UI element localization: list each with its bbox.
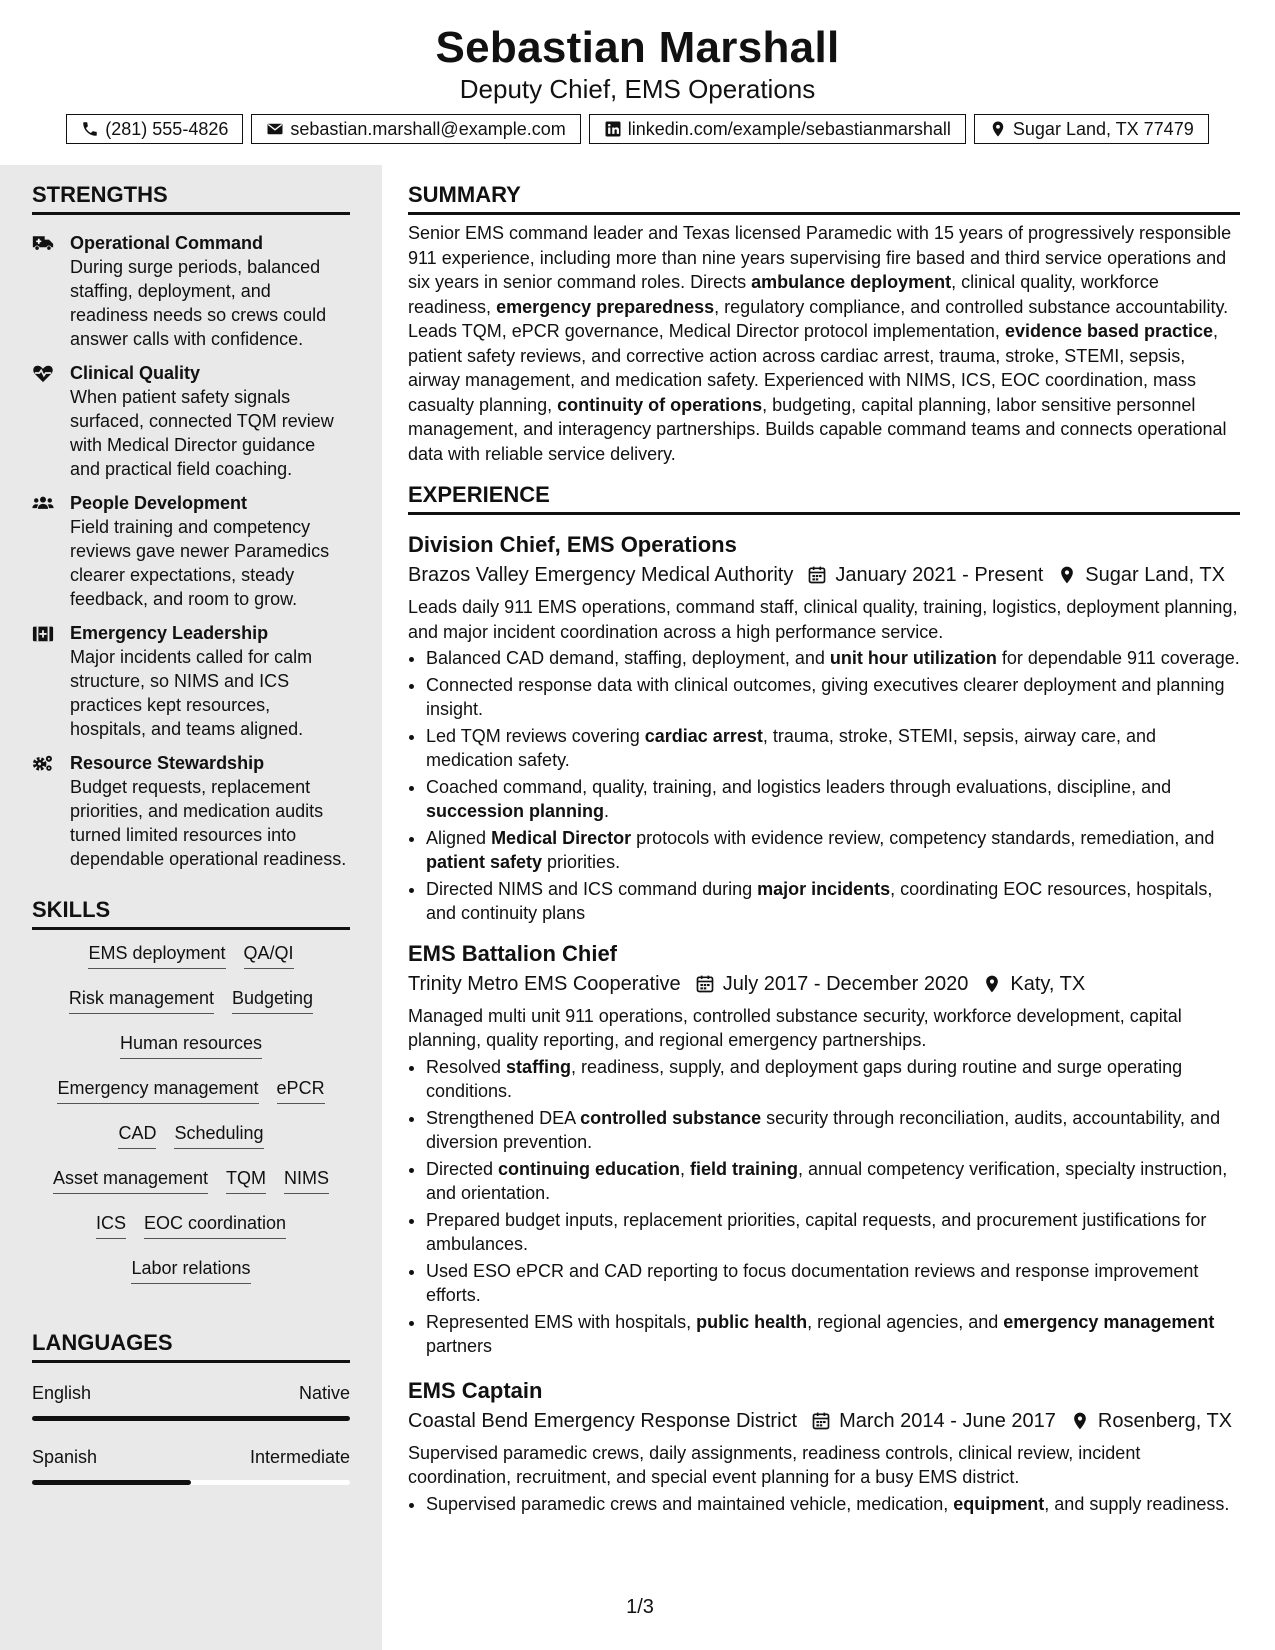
text-run: , regulatory compliance, and controlled substance accountability. Leads TQM, ePCR governance, Medical Director protocol implementation, — [408, 296, 1229, 341]
bold-text: ambulance deployment — [751, 272, 952, 292]
text-run: , trauma, stroke, STEMI, sepsis, airway care, and medication safety. — [426, 725, 1156, 770]
location-text: Sugar Land, TX 77479 — [1012, 118, 1194, 139]
medkit-icon — [32, 623, 54, 643]
text-run: , — [680, 1158, 691, 1179]
bold-text: equipment — [953, 1493, 1045, 1514]
bold-text: patient safety — [426, 852, 543, 872]
language-item — [32, 1447, 350, 1485]
skill-tag: EMS deployment — [88, 942, 225, 969]
bullet-item — [426, 1106, 1240, 1155]
bold-text: continuing education — [498, 1158, 681, 1179]
skills-row — [32, 1212, 350, 1257]
skills-heading: SKILLS — [32, 897, 350, 930]
job-location: Rosenberg, TX — [1097, 1409, 1233, 1432]
skills-row — [32, 1167, 350, 1212]
skill-tag: NIMS — [284, 1167, 329, 1194]
language-level: Intermediate — [249, 1447, 350, 1467]
job-description: Supervised paramedic crews, daily assignments, readiness controls, clinical review, incident coordination, recruitment, and special event planning for a busy EMS district. — [408, 1442, 1141, 1487]
contact-bar — [0, 114, 1275, 144]
strength-title: Resource Stewardship — [70, 753, 265, 773]
page-number: 1/3 — [626, 1596, 654, 1618]
skill-tag: Human resources — [120, 1032, 262, 1059]
map-pin-icon — [989, 120, 1007, 138]
skills-row — [32, 942, 350, 987]
job-dates: March 2014 - June 2017 — [839, 1409, 1056, 1432]
bold-text: cardiac arrest — [644, 725, 763, 746]
bullet-item — [426, 1055, 1240, 1104]
text-run: protocols with evidence review, competency standards, remediation, and — [631, 827, 1215, 848]
contact-email[interactable] — [251, 114, 580, 144]
contact-phone[interactable] — [66, 114, 243, 144]
bullet-item — [426, 1157, 1240, 1206]
bullet-item — [426, 877, 1240, 926]
text-run: , readiness, supply, and deployment gaps during routine and surge operating conditions. — [426, 1056, 1183, 1101]
text-run: . — [604, 801, 610, 821]
job-bullets — [408, 1492, 1240, 1517]
job-org: Coastal Bend Emergency Response District — [408, 1409, 798, 1432]
text-run: Directed NIMS and ICS command during — [426, 878, 758, 899]
text-run: , regional agencies, and — [807, 1311, 1004, 1332]
contact-linkedin[interactable] — [589, 114, 966, 144]
ambulance-icon — [32, 233, 54, 253]
job-title: Division Chief, EMS Operations — [408, 532, 737, 557]
phone-text: (281) 555-4826 — [105, 118, 229, 139]
bullet-item — [426, 724, 1240, 773]
map-pin-icon — [1070, 1411, 1090, 1431]
language-name: English — [32, 1383, 92, 1403]
text-run: Aligned — [426, 827, 492, 848]
text-run: security through reconciliation, audits, accountability, and diversion prevention. — [426, 1107, 1221, 1152]
skills-row — [32, 987, 350, 1032]
language-proficiency-bar — [32, 1416, 350, 1421]
calendar-icon — [811, 1411, 831, 1431]
strengths-heading: STRENGTHS — [32, 182, 350, 215]
summary-text — [408, 221, 1240, 466]
strength-title: Clinical Quality — [70, 363, 201, 383]
job-bullets — [408, 646, 1240, 926]
job-entry — [408, 940, 1240, 1359]
job-description: Managed multi unit 911 operations, controlled substance security, workforce development, capital planning, quality reporting, and regional emergency partnerships. — [408, 1005, 1182, 1050]
job-location: Sugar Land, TX — [1085, 564, 1225, 586]
skill-tag: CAD — [118, 1122, 156, 1149]
strength-item — [32, 361, 350, 481]
job-meta — [408, 1407, 1240, 1435]
strength-title: People Development — [70, 493, 248, 513]
text-run: Balanced CAD demand, staffing, deployment, and — [426, 648, 830, 668]
text-run: Led TQM reviews covering — [426, 725, 645, 746]
language-proficiency-bar — [32, 1480, 350, 1485]
contact-location — [974, 114, 1209, 144]
main-column — [408, 165, 1240, 1516]
skill-tag: TQM — [226, 1167, 266, 1194]
bullet-item — [426, 1208, 1240, 1257]
skills-row — [32, 1122, 350, 1167]
bold-text: public health — [696, 1311, 808, 1332]
skill-tag: QA/QI — [244, 942, 294, 969]
cogs-icon — [32, 753, 54, 773]
skill-tag: Risk management — [69, 987, 214, 1014]
text-run: Connected response data with clinical outcomes, giving executives clearer deployment and planning insight. — [426, 674, 1225, 719]
job-entry — [408, 531, 1240, 926]
text-run: , annual competency verification, specialty instruction, and orientation. — [426, 1158, 1228, 1203]
skill-tag: ePCR — [277, 1077, 325, 1104]
bold-text: controlled substance — [580, 1107, 762, 1128]
skill-tag: EOC coordination — [144, 1212, 286, 1239]
strength-desc: During surge periods, balanced staffing, deployment, and readiness needs so crews could answer calls with confidence. — [70, 257, 327, 349]
strength-item — [32, 621, 350, 741]
text-run: , budgeting, capital planning, labor sensitive personnel management, and interagency partnerships. Builds capable command teams and connects operational data with reliable service delivery. — [408, 394, 1227, 464]
calendar-icon — [807, 565, 827, 585]
strength-title: Operational Command — [70, 233, 264, 253]
bullet-item — [426, 673, 1240, 722]
skills-list — [32, 930, 350, 1302]
text-run: Coached command, quality, training, and logistics leaders through evaluations, discipline, and — [426, 776, 1172, 797]
skill-tag: Scheduling — [174, 1122, 263, 1149]
text-run: Senior EMS command leader and Texas licensed Paramedic with 15 years of progressively responsible 911 experience, including more than nine years supervising fire based and third service operations and six years in senior command roles. Directs — [408, 223, 1232, 292]
job-location: Katy, TX — [1010, 972, 1086, 995]
text-run: , coordinating EOC resources, hospitals, and continuity plans — [426, 878, 1213, 923]
skill-tag: Asset management — [53, 1167, 208, 1194]
text-run: Used ESO ePCR and CAD reporting to focus documentation reviews and response improvement efforts. — [426, 1260, 1199, 1305]
job-meta — [408, 561, 1240, 589]
phone-icon — [81, 120, 99, 138]
bullet-item — [426, 775, 1240, 824]
bullet-item — [426, 646, 1240, 671]
text-run: , and supply readiness. — [1044, 1493, 1230, 1514]
text-run: Strengthened DEA — [426, 1107, 581, 1128]
text-run: Prepared budget inputs, replacement priorities, capital requests, and procurement justifications for ambulances. — [426, 1209, 1207, 1254]
resume-header — [0, 0, 1275, 144]
language-name: Spanish — [32, 1447, 98, 1467]
bold-text: staffing — [506, 1056, 572, 1077]
bold-text: Medical Director — [491, 827, 632, 848]
text-run: , clinical quality, workforce readiness, — [408, 272, 1159, 317]
skill-tag: Emergency management — [57, 1077, 258, 1104]
linkedin-icon — [604, 120, 622, 138]
strength-item — [32, 491, 350, 611]
bullet-item — [426, 1259, 1240, 1308]
skills-row — [32, 1077, 350, 1122]
bold-text: field training — [690, 1158, 799, 1179]
email-text: sebastian.marshall@example.com — [290, 118, 566, 139]
candidate-name: Sebastian Marshall — [435, 23, 840, 72]
bold-text: evidence based practice — [1004, 321, 1214, 341]
map-pin-icon — [982, 974, 1002, 994]
strength-desc: Field training and competency reviews gave newer Paramedics clearer expectations, steady feedback, and room to grow. — [70, 517, 330, 609]
skills-row — [32, 1032, 350, 1077]
sidebar — [0, 165, 382, 1650]
job-entry — [408, 1377, 1240, 1517]
text-run: priorities. — [542, 852, 621, 872]
text-run: Directed — [426, 1158, 499, 1179]
bullet-item — [426, 826, 1240, 875]
experience-list — [408, 531, 1240, 1516]
map-pin-icon — [1057, 565, 1077, 585]
bold-text: continuity of operations — [557, 394, 763, 415]
job-bullets — [408, 1055, 1240, 1359]
strengths-list — [0, 231, 382, 871]
envelope-icon — [266, 120, 284, 138]
skill-tag: Budgeting — [232, 987, 313, 1014]
skill-tag: ICS — [96, 1212, 126, 1239]
experience-heading: EXPERIENCE — [408, 482, 1240, 515]
heartbeat-icon — [32, 363, 54, 383]
strength-item — [32, 751, 350, 871]
text-run: for dependable 911 coverage. — [996, 648, 1240, 668]
bold-text: emergency management — [1003, 1311, 1215, 1332]
bold-text: emergency preparedness — [496, 296, 715, 317]
bold-text: unit hour utilization — [829, 648, 997, 668]
strength-title: Emergency Leadership — [70, 623, 269, 643]
languages-heading: LANGUAGES — [32, 1330, 350, 1363]
text-run: Supervised paramedic crews and maintained vehicle, medication, — [426, 1493, 954, 1514]
text-run: Represented EMS with hospitals, — [426, 1311, 697, 1332]
strength-desc: When patient safety signals surfaced, connected TQM review with Medical Director guidance and practical field coaching. — [70, 387, 334, 479]
strength-desc: Budget requests, replacement priorities, and medication audits turned limited resources into dependable operational readiness. — [70, 777, 347, 869]
candidate-title: Deputy Chief, EMS Operations — [459, 74, 816, 104]
bullet-item — [426, 1492, 1240, 1517]
job-description: Leads daily 911 EMS operations, command staff, clinical quality, training, logistics, deployment planning, and major incident coordination across a high performance service. — [408, 597, 1238, 642]
text-run: partners — [426, 1336, 493, 1356]
text-run: , patient safety reviews, and corrective action across cardiac arrest, trauma, stroke, STEMI, sepsis, airway management, and medication safety. Experienced with NIMS, ICS, EOC coordination, mass casualty planning, — [408, 321, 1219, 415]
strength-desc: Major incidents called for calm structure, so NIMS and ICS practices kept resources, hospitals, and teams aligned. — [70, 647, 313, 739]
text-run: Resolved — [426, 1056, 507, 1077]
bold-text: major incidents — [757, 878, 891, 899]
job-dates: January 2021 - Present — [835, 564, 1044, 586]
job-org: Trinity Metro EMS Cooperative — [408, 972, 681, 995]
bullet-item — [426, 1310, 1240, 1359]
skill-tag: Labor relations — [131, 1257, 250, 1284]
job-meta — [408, 970, 1240, 998]
job-dates: July 2017 - December 2020 — [722, 972, 969, 995]
summary-heading: SUMMARY — [408, 182, 1240, 215]
job-title: EMS Battalion Chief — [408, 940, 618, 966]
people-icon — [32, 493, 54, 513]
job-title: EMS Captain — [408, 1377, 543, 1403]
language-proficiency-fill — [32, 1416, 350, 1421]
language-proficiency-fill — [32, 1480, 191, 1485]
linkedin-text: linkedin.com/example/sebastianmarshall — [627, 118, 951, 139]
language-level: Native — [298, 1383, 350, 1403]
bold-text: succession planning — [426, 801, 605, 821]
job-org: Brazos Valley Emergency Medical Authority — [408, 564, 794, 586]
languages-list — [32, 1383, 350, 1485]
strength-item — [32, 231, 350, 351]
skills-row — [32, 1257, 350, 1302]
calendar-icon — [695, 974, 715, 994]
language-item — [32, 1383, 350, 1421]
